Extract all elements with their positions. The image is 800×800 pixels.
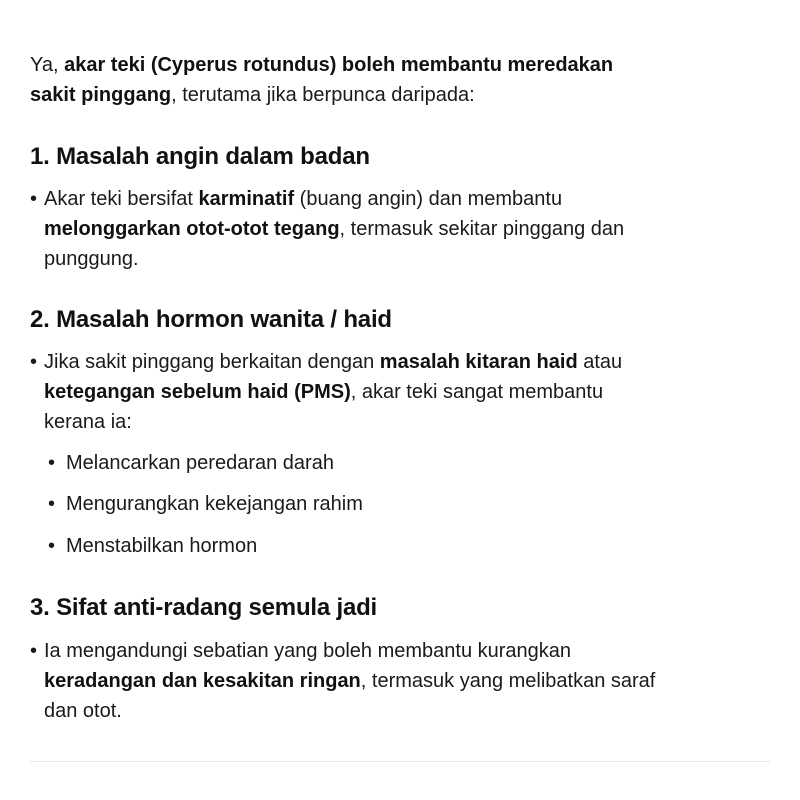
intro-bold-1: akar teki (Cyperus rotundus) boleh membantu meredakan [64, 54, 614, 76]
bullet-text: , akar teki sangat membantu [350, 381, 604, 403]
bullet-text: , termasuk yang melibatkan saraf [360, 670, 656, 692]
section-1-bullet [30, 184, 784, 274]
section-3-heading: 3. Sifat anti-radang semula jadi [30, 594, 378, 621]
bullet-text: Ia mengandungi sebatian yang boleh membantu kurangkan [44, 640, 572, 662]
bullet-text: Jika sakit pinggang berkaitan dengan [44, 351, 380, 373]
bullet-text: kerana ia: [44, 411, 132, 433]
bullet-text: punggung. [44, 248, 139, 270]
section-3-bullet [30, 636, 784, 726]
bullet-bold: karminatif [198, 188, 295, 210]
bullet-dot: • [30, 188, 38, 210]
bullet-text: , termasuk sekitar pinggang dan [339, 218, 625, 240]
section-1-heading: 1. Masalah angin dalam badan [30, 143, 370, 170]
sub-list-item [48, 448, 766, 478]
bullet-text: (buang angin) dan membantu [294, 188, 563, 210]
sub-list-item [48, 531, 766, 561]
intro-paragraph [30, 50, 775, 110]
intro-suffix: , terutama jika berpunca daripada: [171, 84, 475, 106]
bullet-dot: • [48, 452, 56, 474]
bullet-text: Akar teki bersifat [44, 188, 199, 210]
sub-item-text: Mengurangkan kekejangan rahim [66, 493, 363, 515]
bullet-dot: • [30, 351, 38, 373]
bullet-dot: • [30, 640, 38, 662]
divider [30, 761, 770, 762]
bullet-bold: ketegangan sebelum haid (PMS) [44, 381, 351, 403]
sub-item-text: Menstabilkan hormon [66, 535, 258, 557]
bullet-bold: keradangan dan kesakitan ringan [44, 670, 361, 692]
bullet-text: dan otot. [44, 700, 122, 722]
sub-list-item [48, 489, 766, 519]
bullet-bold: melonggarkan otot-otot tegang [44, 218, 340, 240]
bullet-dot: • [48, 493, 56, 515]
intro-prefix: Ya, [30, 54, 65, 76]
sub-item-text: Melancarkan peredaran darah [66, 452, 334, 474]
intro-bold-2: sakit pinggang [30, 84, 172, 106]
bullet-bold: masalah kitaran haid [379, 351, 578, 373]
bullet-text: atau [577, 351, 623, 373]
section-2-bullet [30, 347, 784, 437]
section-2-heading: 2. Masalah hormon wanita / haid [30, 306, 392, 333]
bullet-dot: • [48, 535, 56, 557]
